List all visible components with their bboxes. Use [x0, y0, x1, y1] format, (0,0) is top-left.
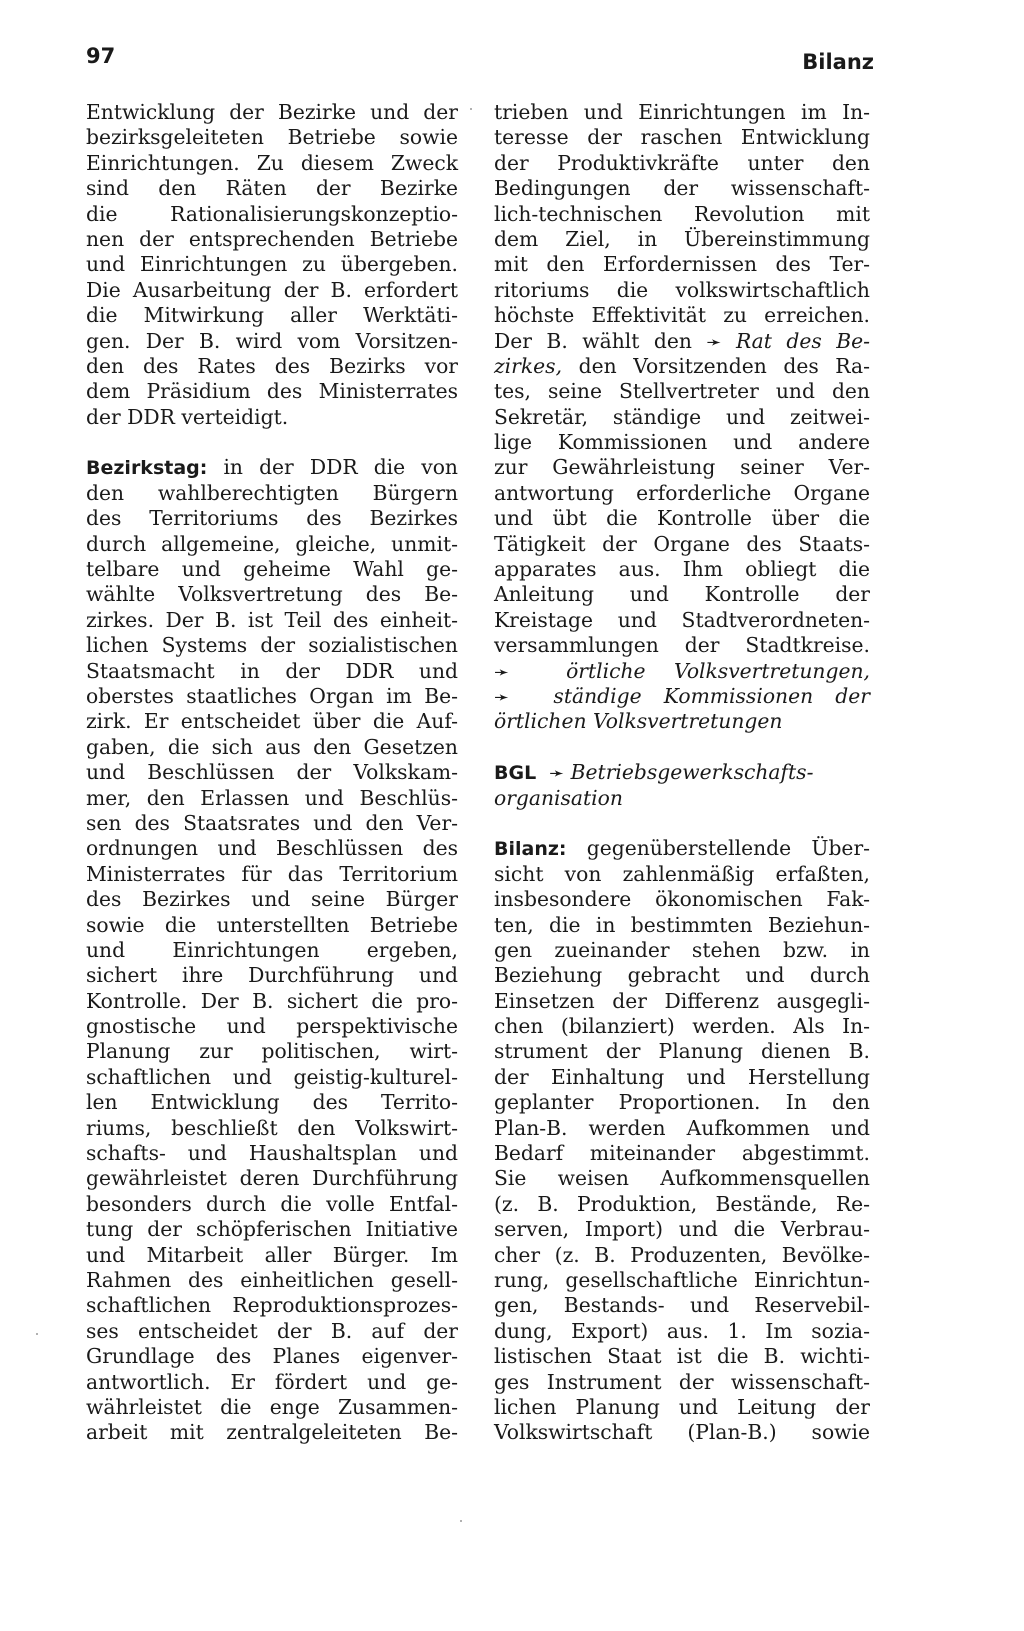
text-line: strument der Planung dienen B.: [494, 1039, 870, 1064]
rat-line-1: Der B. wählt den ➛ Rat des Be-: [494, 328, 870, 353]
text-line: sowie die unterstellten Betriebe: [86, 912, 458, 937]
text-line: nen der entsprechenden Betriebe: [86, 226, 458, 251]
text-line: die Rationalisierungskonzeptio-: [86, 201, 458, 226]
text-line: listischen Staat ist die B. wichti-: [494, 1344, 870, 1369]
text-line: Bedingungen der wissenschaft-: [494, 176, 870, 201]
text-line: sicht von zahlenmäßig erfaßten,: [494, 861, 870, 886]
text-line: zur Gewährleistung seiner Ver-: [494, 455, 870, 480]
text-line: cher (z. B. Produzenten, Bevölke-: [494, 1242, 870, 1267]
text-line: tes, seine Stellvertreter und den: [494, 379, 870, 404]
xref-line-3: [494, 709, 870, 734]
text-line: und Einrichtungen zu übergeben.: [86, 252, 458, 277]
text-line: und übt die Kontrolle über die: [494, 506, 870, 531]
text-line: und Mitarbeit aller Bürger. Im: [86, 1242, 458, 1267]
text-line: gaben, die sich aus den Gesetzen: [86, 734, 458, 759]
text-line: des Bezirkes und seine Bürger: [86, 887, 458, 912]
text-line: arbeit mit zentralgeleiteten Be-: [86, 1420, 458, 1445]
cross-reference-arrow-icon: ➛: [494, 686, 510, 708]
text-line: und Beschlüssen der Volkskam-: [86, 760, 458, 785]
text-line: oberstes staatliches Organ im Be-: [86, 683, 458, 708]
link-oertliche-volksvertretungen[interactable]: örtliche Volksvertretungen,: [566, 658, 870, 683]
right-column: [494, 100, 870, 1446]
text-line: antwortung erforderliche Organe: [494, 480, 870, 505]
text-line: lichen Systems der sozialistischen: [86, 633, 458, 658]
text-line: ten, die in bestimmten Beziehun-: [494, 912, 870, 937]
text-line: rung, gesellschaftliche Einrichtun-: [494, 1267, 870, 1292]
text-line: apparates aus. Ihm obliegt die: [494, 557, 870, 582]
text-line: trieben und Einrichtungen im In-: [494, 100, 870, 124]
text-line: gen zueinander stehen bzw. in: [494, 937, 870, 962]
text-line: dung, Export) aus. 1. Im sozia-: [494, 1318, 870, 1343]
text-line: gen, Bestands- und Reservebil-: [494, 1293, 870, 1318]
text-line: riums, beschließt den Volkswirt-: [86, 1115, 458, 1140]
text-line: ges Instrument der wissenschaft-: [494, 1369, 870, 1394]
link-staendige-kommissionen-cont[interactable]: örtlichen Volksvertretungen: [494, 709, 783, 734]
text-line: Bedarf miteinander abgestimmt.: [494, 1141, 870, 1166]
text-line: versammlungen der Stadtkreise.: [494, 633, 870, 658]
link-rat-des-bezirkes-cont[interactable]: zirkes,: [494, 353, 563, 378]
text-line: serven, Import) und die Verbrau-: [494, 1217, 870, 1242]
link-betriebsgewerkschaftsorganisation-cont[interactable]: organisation: [494, 785, 623, 810]
text-line: lichen Planung und Leitung der: [494, 1394, 870, 1419]
cross-reference-arrow-icon: ➛: [549, 763, 565, 785]
text-line: Einsetzen der Differenz ausgegli-: [494, 988, 870, 1013]
text-line: Kontrolle. Der B. sichert die pro-: [86, 988, 458, 1013]
text-line: schafts- und Haushaltsplan und: [86, 1141, 458, 1166]
text-line: Sekretär, ständige und zeitwei-: [494, 404, 870, 429]
text-line: Grundlage des Planes eigenver-: [86, 1344, 458, 1369]
text-line: Beziehung gebracht und durch: [494, 963, 870, 988]
text-line: ordnungen und Beschlüssen des: [86, 836, 458, 861]
text-line: sind den Räten der Bezirke: [86, 176, 458, 201]
text-line: schaftlichen und geistig-kulturel-: [86, 1064, 458, 1089]
text-line: lich-technischen Revolution mit: [494, 201, 870, 226]
rat-line-2: zirkes, den Vorsitzenden des Ra-: [494, 353, 870, 378]
text-line: teresse der raschen Entwicklung: [494, 125, 870, 150]
text-line: Sie weisen Aufkommensquellen: [494, 1166, 870, 1191]
left-paragraph-1: [86, 100, 458, 430]
running-head: Bilanz: [802, 50, 874, 74]
entry-text: in der DDR die von: [207, 455, 458, 480]
text-line: bezirksgeleiteten Betriebe sowie: [86, 125, 458, 150]
entry-bgl: [494, 760, 870, 785]
text-line: Die Ausarbeitung der B. erfordert: [86, 277, 458, 302]
text-line: len Entwicklung des Territo-: [86, 1090, 458, 1115]
text-line: dem Präsidium des Ministerrates: [86, 379, 458, 404]
text-line: zirk. Er entscheidet über die Auf-: [86, 709, 458, 734]
cross-reference-arrow-icon: ➛: [494, 661, 510, 683]
text-line: Ministerrates für das Territorium: [86, 861, 458, 886]
text-line: ses entscheidet der B. auf der: [86, 1318, 458, 1343]
text-line: Entwicklung der Bezirke und der: [86, 100, 458, 124]
text-line: gen. Der B. wird vom Vorsitzen-: [86, 328, 458, 353]
entry-bilanz: [494, 836, 870, 1445]
text-line: sen des Staatsrates und den Ver-: [86, 810, 458, 835]
text-line: insbesondere ökonomischen Fak-: [494, 887, 870, 912]
text-line: geplanter Proportionen. In den: [494, 1090, 870, 1115]
text-line: durch allgemeine, gleiche, unmit-: [86, 531, 458, 556]
entry-bezirkstag: [86, 455, 458, 1445]
right-paragraph-2: [494, 379, 870, 658]
entry-text: gegenüberstellende Über-: [566, 836, 870, 861]
text-line: besonders durch die volle Entfal-: [86, 1191, 458, 1216]
cross-reference-arrow-icon: ➛: [706, 331, 722, 353]
text-line: höchste Effektivität zu erreichen.: [494, 303, 870, 328]
text-line: mer, den Erlassen und Beschlüs-: [86, 785, 458, 810]
text-line: (z. B. Produktion, Bestände, Re-: [494, 1191, 870, 1216]
text-line: Einrichtungen. Zu diesem Zweck: [86, 150, 458, 175]
text-line: telbare und geheime Wahl ge-: [86, 557, 458, 582]
text-line: die Mitwirkung aller Werktäti-: [86, 303, 458, 328]
page-number: 97: [86, 44, 116, 68]
text-line: schaftlichen Reproduktionsprozes-: [86, 1293, 458, 1318]
text-line: gnostische und perspektivische: [86, 1014, 458, 1039]
text-line: antwortlich. Er fördert und ge-: [86, 1369, 458, 1394]
text-line: tung der schöpferischen Initiative: [86, 1217, 458, 1242]
text-line: Volkswirtschaft (Plan-B.) sowie: [494, 1420, 870, 1445]
text-line: Staatsmacht in der DDR und: [86, 658, 458, 683]
left-column: [86, 100, 458, 1446]
text-line: zirkes. Der B. ist Teil des einheit-: [86, 607, 458, 632]
entry-term-bezirkstag: Bezirkstag:: [86, 457, 208, 480]
entry-term-bilanz: Bilanz:: [494, 838, 567, 861]
text-line: dem Ziel, in Übereinstimmung: [494, 226, 870, 251]
entry-bgl-cont: [494, 786, 870, 811]
text-line: Tätigkeit der Organe des Staats-: [494, 531, 870, 556]
text-line: wählte Volksvertretung des Be-: [86, 582, 458, 607]
text-line: der DDR verteidigt.: [86, 404, 289, 429]
text-line: Kreistage und Stadtverordneten-: [494, 607, 870, 632]
text-line: den des Rates des Bezirks vor: [86, 353, 458, 378]
right-paragraph-1: [494, 100, 870, 329]
text-line: ritoriums die volkswirtschaftlich: [494, 277, 870, 302]
text-line: mit den Erfordernissen des Ter-: [494, 252, 870, 277]
text-line: den wahlberechtigten Bürgern: [86, 480, 458, 505]
text-line: der Einhaltung und Herstellung: [494, 1064, 870, 1089]
text-line: Planung zur politischen, wirt-: [86, 1039, 458, 1064]
text-line: gewährleistet deren Durchführung: [86, 1166, 458, 1191]
text-line: Plan-B. werden Aufkommen und: [494, 1115, 870, 1140]
text-line: währleistet die enge Zusammen-: [86, 1394, 458, 1419]
link-betriebsgewerkschaftsorganisation[interactable]: Betriebsgewerkschafts-: [570, 760, 814, 785]
text-line: lige Kommissionen und andere: [494, 430, 870, 455]
text-line: chen (bilanziert) werden. Als In-: [494, 1014, 870, 1039]
text-line: und Einrichtungen ergeben,: [86, 937, 458, 962]
text-line: sichert ihre Durchführung und: [86, 963, 458, 988]
xref-line-2: [494, 684, 870, 709]
xref-line-1: [494, 659, 870, 684]
text-line: Anleitung und Kontrolle der: [494, 582, 870, 607]
text-line: Rahmen des einheitlichen gesell-: [86, 1267, 458, 1292]
entry-term-bgl: BGL: [494, 762, 537, 785]
text-line: der Produktivkräfte unter den: [494, 150, 870, 175]
link-rat-des-bezirkes[interactable]: Rat des Be-: [735, 328, 870, 353]
link-staendige-kommissionen[interactable]: ständige Kommissionen der: [553, 683, 870, 708]
text-line: des Territoriums des Bezirkes: [86, 506, 458, 531]
